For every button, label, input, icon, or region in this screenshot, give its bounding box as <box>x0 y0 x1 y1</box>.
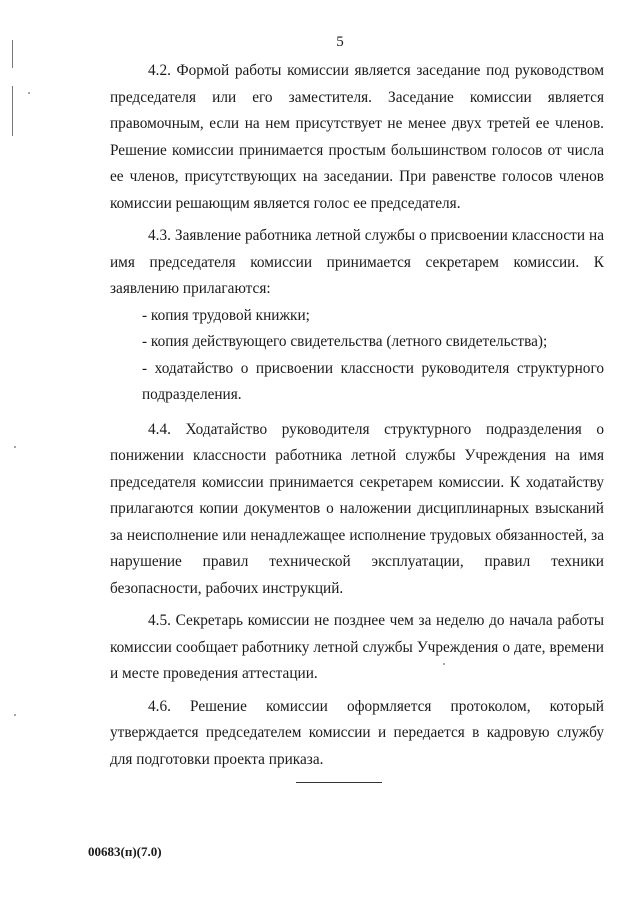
paragraph-4-2: 4.2. Формой работы комиссии является заседание под руководством председателя или его заместителя. Заседание комиссии является правомочным, если на нем присутствует не менее двух третей ее членов. Решение комиссии принимается простым большинством голосов от числа ее членов, присутствующих на заседании. При равенстве голосов членов комиссии решающим является голос ее председателя. <box>110 62 604 212</box>
scan-speck <box>14 714 16 716</box>
document-code: 00683(п)(7.0) <box>88 844 162 859</box>
paragraph-4-4: 4.4. Ходатайство руководителя структурного подразделения о понижении классности работника летной службы Учреждения на имя председателя комиссии принимается секретарем комиссии. К ходатайству прилагаются копии документов о наложении дисциплинарных взысканий за неисполнение или ненадлежащее исполнение трудовых обязанностей, за нарушение правил технической эксплуатации, правил техники безопасности, рабочих инструкций. <box>110 420 604 597</box>
end-divider <box>296 782 382 783</box>
document-body <box>110 58 604 779</box>
attachment-list-item: - копия действующего свидетельства (летного свидетельства); <box>142 333 548 350</box>
attachment-list-item: - ходатайство о присвоении классности руководителя структурного подразделения. <box>142 359 604 403</box>
scan-speck <box>14 446 16 448</box>
paragraph-4-3: 4.3. Заявление работника летной службы о присвоении классности на имя председателя комиссии принимается секретарем комиссии. К заявлению прилагаются: <box>110 227 604 297</box>
page-number: 5 <box>336 34 344 50</box>
attachment-list-item: - копия трудовой книжки; <box>142 306 310 324</box>
paragraph-4-6: 4.6. Решение комиссии оформляется протоколом, который утверждается председателем комиссии и передается в кадровую службу для подготовки проекта приказа. <box>110 697 604 768</box>
paragraph-4-5: 4.5. Секретарь комиссии не позднее чем за неделю до начала работы комиссии сообщает работнику летной службы Учреждения о дате, времени и месте проведения аттестации. <box>110 612 604 682</box>
scan-speck <box>28 92 30 94</box>
scan-margin-mark <box>12 86 13 136</box>
